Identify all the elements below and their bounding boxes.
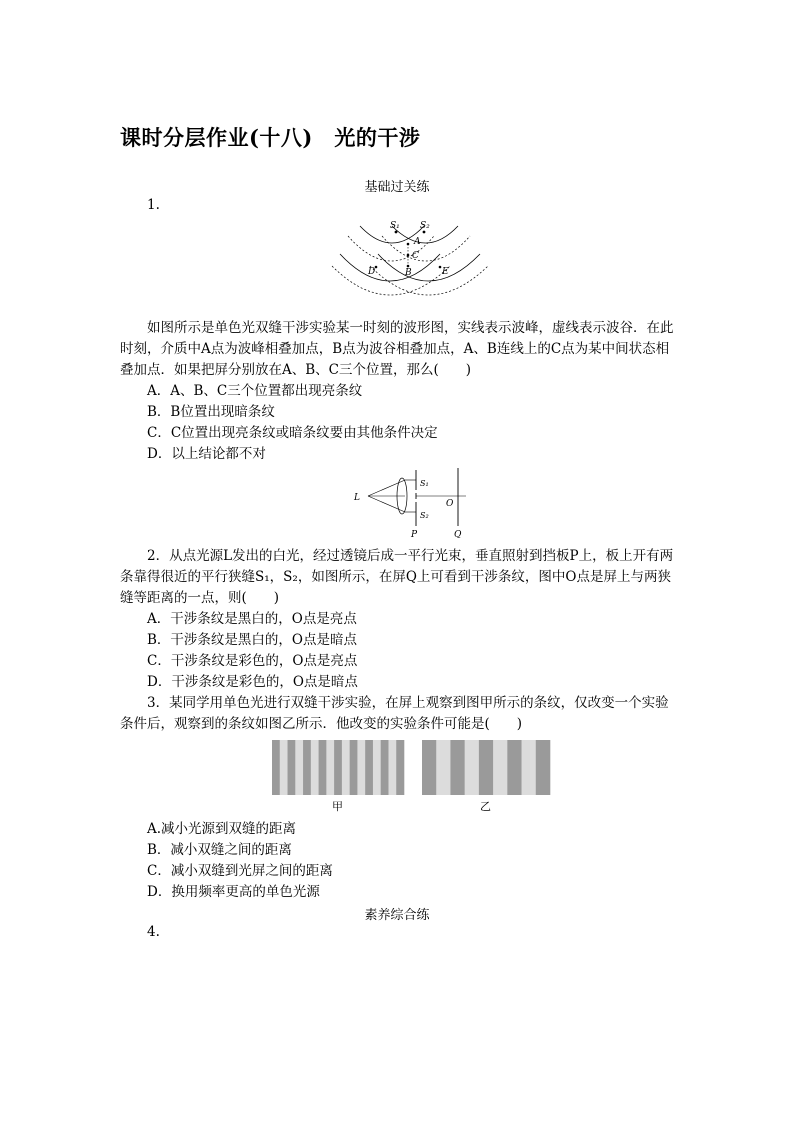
fringe-stripe [388, 740, 396, 795]
fringe-stripe [450, 740, 465, 795]
fringe-stripe [334, 740, 342, 795]
fringe-stripe [522, 740, 537, 795]
fringe-stripe [326, 740, 334, 795]
fringe-stripe [373, 740, 381, 795]
question-3-stem: 3．某同学用单色光进行双缝干涉实验，在屏上观察到图甲所示的条纹，仅改变一个实验条件后，观察到的条纹如图乙所示．他改变的实验条件可能是( ) [120, 695, 669, 732]
fringe-stripe [536, 740, 551, 795]
label-a: A [414, 237, 421, 247]
trough-arc-s1-1 [348, 236, 434, 261]
q2-option-c: C．干涉条纹是彩色的，O点是亮点 [147, 653, 358, 669]
label-s2: S₂ [420, 221, 430, 231]
label-p: P [411, 530, 418, 538]
q2-double-slit-setup-figure [350, 466, 470, 538]
fringe-stripe [365, 740, 373, 795]
label-o: O [446, 499, 454, 509]
q2-option-d: D．干涉条纹是彩色的，O点是暗点 [147, 674, 358, 690]
label-c: C [412, 251, 419, 261]
page-title: 课时分层作业(十八) 光的干涉 [120, 125, 421, 150]
label-l: L [354, 493, 360, 503]
s1-point [395, 231, 398, 234]
q3-option-c: C．减小双缝到光屏之间的距离 [147, 863, 333, 879]
point-b [407, 265, 410, 268]
fringe-stripe [342, 740, 350, 795]
q3-option-a: A.减小光源到双缝的距离 [147, 821, 297, 837]
q2-option-a: A．干涉条纹是黑白的，O点是亮点 [147, 611, 357, 627]
q1-wave-interference-figure [330, 214, 490, 302]
q1-option-a: A．A、B、C三个位置都出现亮条纹 [147, 383, 363, 399]
label-s1: S₁ [420, 479, 429, 488]
fringe-stripe [381, 740, 389, 795]
label-yi: 乙 [480, 800, 491, 813]
label-b: B [405, 268, 412, 278]
fringe-stripe [311, 740, 319, 795]
point-c [407, 254, 410, 257]
fringe-stripe [303, 740, 311, 795]
s2-point [423, 231, 426, 234]
q2-option-b: B．干涉条纹是黑白的，O点是暗点 [147, 632, 357, 648]
fringe-stripe [357, 740, 365, 795]
point-a [407, 243, 410, 246]
fringe-pattern-jia [272, 740, 404, 795]
trough-arc-s2-2 [370, 266, 488, 295]
fringe-stripe [272, 740, 280, 795]
q3-fringe-patterns-figure [272, 740, 552, 814]
label-s2: S₂ [420, 511, 429, 520]
label-d: D [368, 267, 376, 277]
label-s1: S₁ [390, 221, 400, 231]
question-4-number: 4. [147, 924, 160, 940]
question-2-stem: 2．从点光源L发出的白光，经过透镜后成一平行光束，垂直照射到挡板P上，板上开有两条靠得很近的平行狭缝S₁，S₂，如图所示，在屏Q上可看到干涉条纹，图中O点是屏上与两狭缝等距离的一点，则( ) [120, 548, 674, 606]
fringe-pattern-yi [422, 740, 550, 795]
question-1-number: 1. [147, 197, 160, 213]
q3-option-b: B．减小双缝之间的距离 [147, 842, 292, 858]
label-e: E [442, 267, 449, 277]
fringe-stripe [479, 740, 494, 795]
fringe-stripe [436, 740, 451, 795]
fringe-stripe [295, 740, 303, 795]
crest-arc-s1-2 [340, 254, 440, 281]
fringe-stripe [507, 740, 522, 795]
fringe-stripe [280, 740, 288, 795]
crest-arc-s2-2 [378, 254, 480, 281]
fringe-stripe [493, 740, 508, 795]
q3-option-d: D．换用频率更高的单色光源 [147, 884, 320, 900]
fringe-stripe [319, 740, 327, 795]
fringe-stripe [350, 740, 358, 795]
trough-arc-s2-1 [382, 236, 470, 261]
q1-option-c: C．C位置出现亮条纹或暗条纹要由其他条件决定 [147, 425, 438, 441]
point-e [439, 266, 442, 269]
q1-option-d: D．以上结论都不对 [147, 446, 266, 462]
section-heading-comprehensive: 素养综合练 [364, 908, 430, 923]
label-q: Q [454, 530, 462, 538]
ray-lower [368, 496, 405, 512]
section-heading-basic: 基础过关练 [364, 180, 430, 195]
question-1-stem: 如图所示是单色光双缝干涉实验某一时刻的波形图，实线表示波峰，虚线表示波谷．在此时刻，介质中A点为波峰相叠加点，B点为波谷相叠加点，A、B连线上的C点为某中间状态相叠加点．如果把屏分别放在A、B、C三个位置，那么( ) [120, 320, 674, 378]
ray-upper [368, 480, 405, 496]
fringe-stripe [396, 740, 404, 795]
fringe-stripe [465, 740, 480, 795]
fringe-stripe [422, 740, 437, 795]
label-jia: 甲 [332, 800, 343, 813]
q1-option-b: B．B位置出现暗条纹 [147, 404, 275, 420]
fringe-stripe [288, 740, 296, 795]
